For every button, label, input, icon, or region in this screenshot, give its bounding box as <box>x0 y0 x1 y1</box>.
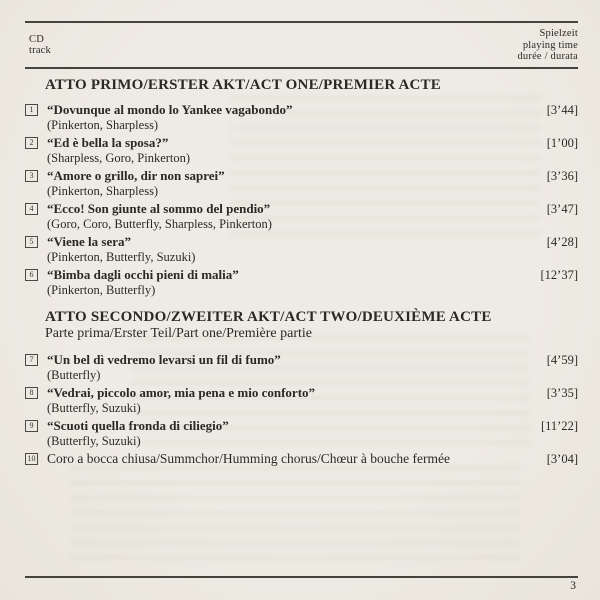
track-duration: [12’37] <box>540 268 578 282</box>
track-text <box>47 267 533 300</box>
playing-time-column-label <box>517 28 578 63</box>
track-duration: [11’22] <box>540 419 578 433</box>
track-number-box: 2 <box>25 137 38 149</box>
track-performers: (Butterfly, Suzuki) <box>47 401 141 415</box>
track-performers: (Pinkerton, Sharpless) <box>47 184 159 198</box>
track-title: “Ed è bella la sposa?” <box>47 135 169 150</box>
cd-label-line1: CD <box>29 34 44 45</box>
track-text <box>47 168 539 201</box>
track-text <box>47 201 539 234</box>
track-number-box: 8 <box>25 387 38 399</box>
track-number-box: 6 <box>25 269 38 281</box>
track-duration: [3’44] <box>546 103 578 117</box>
cd-label-line2: track <box>29 45 51 56</box>
time-label-french-italian: durée / durata <box>517 51 578 62</box>
track-number-box: 10 <box>25 453 38 465</box>
track-number-box: 1 <box>25 104 38 116</box>
track-performers: (Sharpless, Goro, Pinkerton) <box>47 151 191 165</box>
track-performers: (Butterfly, Suzuki) <box>47 434 141 448</box>
track-row <box>25 385 578 418</box>
track-performers: (Butterfly) <box>47 368 101 382</box>
track-title: “Viene la sera” <box>47 234 131 249</box>
track-row <box>25 102 578 135</box>
track-row <box>25 451 578 467</box>
track-duration: [3’35] <box>546 386 578 400</box>
track-row <box>25 201 578 234</box>
track-row <box>25 135 578 168</box>
track-duration: [4’28] <box>546 235 578 249</box>
track-row <box>25 168 578 201</box>
track-text <box>47 352 539 385</box>
track-performers: (Pinkerton, Sharpless) <box>47 118 159 132</box>
track-title: “Un bel dì vedremo levarsi un fil di fumo” <box>47 352 281 367</box>
header-bottom-rule <box>25 67 578 69</box>
track-title: “Dovunque al mondo lo Yankee vagabondo” <box>47 102 293 117</box>
track-text <box>47 135 539 168</box>
track-title: “Scuoti quella fronda di ciliegio” <box>47 418 229 433</box>
track-title: Coro a bocca chiusa/Summchor/Humming chorus/Chœur à bouche fermée <box>47 451 451 466</box>
bleed-through-texture <box>70 465 520 560</box>
track-performers: (Pinkerton, Butterfly) <box>47 283 156 297</box>
track-duration: [3’36] <box>546 169 578 183</box>
act-one-heading: ATTO PRIMO/ERSTER AKT/ACT ONE/PREMIER ACTE <box>45 77 441 93</box>
track-number-box: 3 <box>25 170 38 182</box>
track-duration: [1’00] <box>546 136 578 150</box>
track-text <box>47 451 539 467</box>
track-list <box>25 78 578 469</box>
page-number: 3 <box>570 580 576 592</box>
time-label-german: Spielzeit <box>539 28 578 39</box>
track-text <box>47 385 539 418</box>
track-performers: (Goro, Coro, Butterfly, Sharpless, Pinkerton) <box>47 217 272 231</box>
act-one-tracks <box>25 102 578 300</box>
track-title: “Ecco! Son giunte al sommo del pendio” <box>47 201 271 216</box>
track-title: “Vedrai, piccolo amor, mia pena e mio conforto” <box>47 385 316 400</box>
track-row <box>25 267 578 300</box>
track-row <box>25 418 578 451</box>
time-label-english: playing time <box>522 39 578 51</box>
track-number-box: 5 <box>25 236 38 248</box>
footer-rule <box>25 576 578 578</box>
act-two-subheading: Parte prima/Erster Teil/Part one/Première partie <box>45 326 312 341</box>
track-duration: [3’04] <box>546 452 578 466</box>
track-duration: [4’59] <box>546 353 578 367</box>
track-performers: (Pinkerton, Butterfly, Suzuki) <box>47 250 196 264</box>
act-two-heading: ATTO SECONDO/ZWEITER AKT/ACT TWO/DEUXIÈME ACTE <box>45 309 492 325</box>
track-row <box>25 352 578 385</box>
track-text <box>47 234 539 267</box>
cd-track-column-label <box>29 34 51 56</box>
track-duration: [3’47] <box>546 202 578 216</box>
track-text <box>47 102 539 135</box>
track-number-box: 7 <box>25 354 38 366</box>
track-title: “Bimba dagli occhi pieni di malia” <box>47 267 239 282</box>
header-top-rule <box>25 21 578 23</box>
track-number-box: 9 <box>25 420 38 432</box>
track-title: “Amore o grillo, dir non saprei” <box>47 168 225 183</box>
track-row <box>25 234 578 267</box>
act-two-tracks <box>25 352 578 467</box>
track-text <box>47 418 533 451</box>
track-number-box: 4 <box>25 203 38 215</box>
